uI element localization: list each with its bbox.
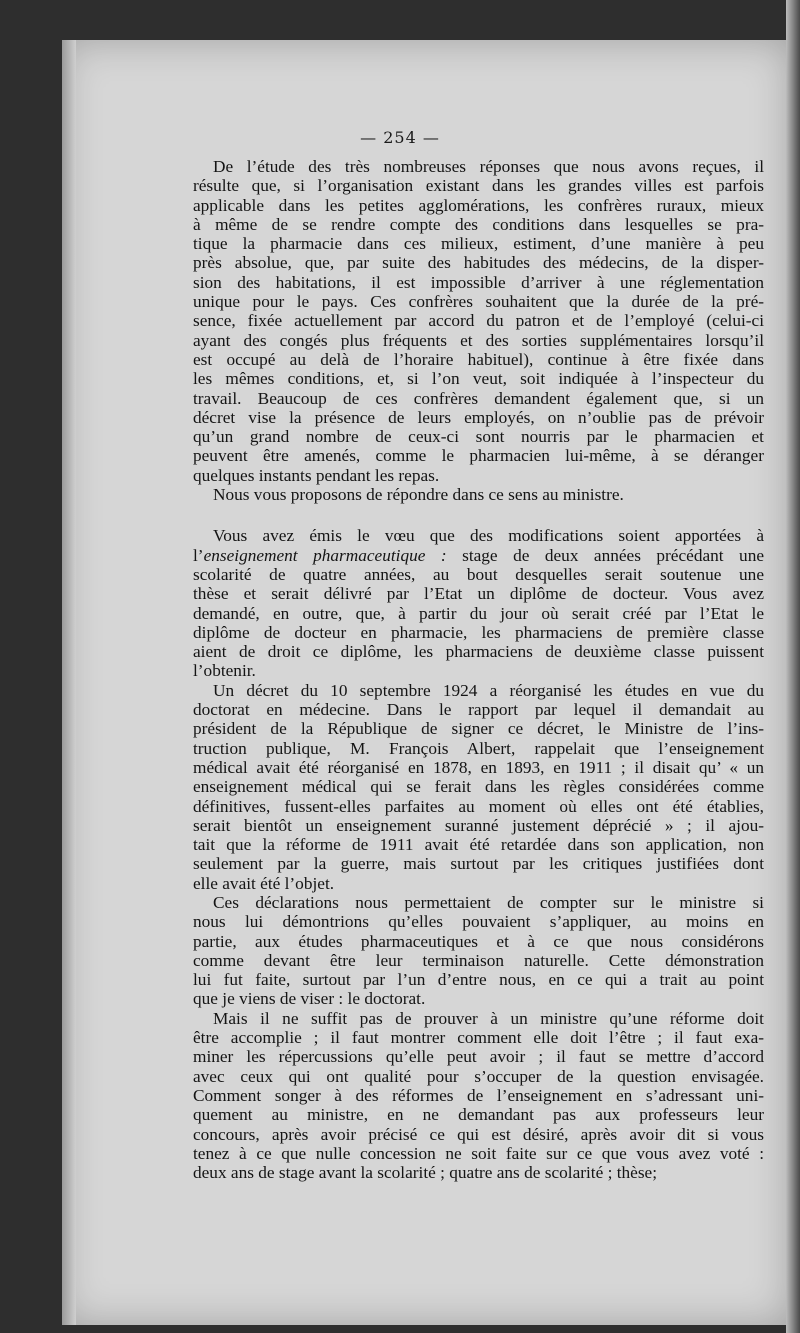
text-line: avec ceux qui ont qualité pour s’occuper de la question envisagée.: [193, 1066, 764, 1086]
text-line: doctorat en médecine. Dans le rapport par lequel il demandait au: [193, 700, 764, 720]
text-line: être accomplie ; il faut montrer comment elle doit l’être ; il faut exa-: [193, 1028, 764, 1048]
paragraph: [193, 893, 764, 1009]
text-line: partie, aux études pharmaceutiques et à ce que nous considérons: [193, 931, 764, 951]
text-line: quement au ministre, en ne demandant pas aux professeurs leur: [193, 1105, 764, 1125]
text-line: diplôme de docteur en pharmacie, les pharmaciens de première classe: [193, 622, 764, 642]
text-line: nous lui démontrions qu’elles pouvaient s’appliquer, au moins en: [193, 912, 764, 932]
text-line: l’enseignement pharmaceutique : stage de deux années précédant une: [193, 545, 764, 565]
text-line: définitives, fussent-elles parfaites au moment où elles ont été établies,: [193, 796, 764, 816]
body-text: [193, 157, 764, 1182]
text-line: tait que la réforme de 1911 avait été retardée dans son application, non: [193, 835, 764, 855]
page-number: — 254 —: [360, 128, 440, 147]
text-line: ayant des congés plus fréquents et des sorties supplémentaires lorsqu’il: [193, 330, 764, 350]
text-line: comme devant être leur terminaison naturelle. Cette démonstration: [193, 950, 764, 970]
text-line: président de la République de signer ce décret, le Ministre de l’ins-: [193, 719, 764, 739]
text-line: Mais il ne suffit pas de prouver à un ministre qu’une réforme doit: [213, 1008, 764, 1028]
text-line: aient de droit ce diplôme, les pharmaciens de deuxième classe puissent: [193, 642, 764, 662]
text-line: demandé, en outre, que, à partir du jour où serait créé par l’Etat le: [193, 603, 764, 623]
text-line: résulte que, si l’organisation existant dans les grandes villes est parfois: [193, 176, 764, 196]
text-line: Comment songer à des réformes de l’enseignement en s’adressant uni-: [193, 1085, 764, 1105]
text-line: Un décret du 10 septembre 1924 a réorganisé les études en vue du: [213, 680, 764, 700]
text-line: unique pour le pays. Ces confrères souhaitent que la durée de la pré-: [193, 292, 764, 312]
text-line: que je viens de viser : le doctorat.: [193, 989, 426, 1009]
binding-edge: [62, 40, 76, 1325]
text-line: près absolue, que, par suite des habitudes des médecins, de la disper-: [193, 253, 764, 273]
text-line: scolarité de quatre années, au bout desquelles serait soutenue une: [193, 564, 764, 584]
text-line: serait bientôt un enseignement suranné justement déprécié » ; il ajou-: [193, 815, 764, 835]
text-line: à même de se rendre compte des conditions dans lesquelles se pra-: [193, 214, 764, 234]
text-line: quelques instants pendant les repas.: [193, 465, 440, 485]
text-line: décret vise la présence de leurs employés, on n’oublie pas de prévoir: [193, 407, 764, 427]
text-line: sence, fixée actuellement par accord du patron et de l’employé (celui-ci: [193, 311, 764, 331]
text-line: est occupé au delà de l’horaire habituel), continue à être fixée dans: [193, 349, 764, 369]
text-line: applicable dans les petites agglomérations, les confrères ruraux, mieux: [193, 195, 764, 215]
text-line: elle avait été l’objet.: [193, 873, 335, 893]
text-line: deux ans de stage avant la scolarité ; quatre ans de scolarité ; thèse;: [193, 1163, 658, 1183]
paragraph: [193, 681, 764, 893]
text-line: qu’un grand nombre de ceux-ci sont nourris par le pharmacien et: [193, 427, 764, 447]
text-line: miner les répercussions qu’elle peut avoir ; il faut se mettre d’accord: [193, 1047, 764, 1067]
text-line: les mêmes conditions, et, si l’on veut, soit indiquée à l’inspecteur du: [193, 369, 764, 389]
text-line: sion des habitations, il est impossible d’arriver à une réglementation: [193, 272, 764, 292]
text-line: Nous vous proposons de répondre dans ce sens au ministre.: [213, 485, 624, 505]
text-line: enseignement médical qui se ferait dans les règles considérées comme: [193, 777, 764, 797]
paragraph: [193, 485, 764, 504]
facing-page-edge: [786, 0, 800, 1333]
text-line: tenez à ce que nulle concession ne soit faite sur ce que vous avez voté :: [193, 1143, 764, 1163]
text-line: peuvent être amenés, comme le pharmacien lui-même, à se déranger: [193, 446, 764, 466]
text-line: Vous avez émis le vœu que des modifications soient apportées à: [213, 526, 764, 546]
text-line: seulement par la guerre, mais surtout par les critiques justifiées dont: [193, 854, 764, 874]
text-line: truction publique, M. François Albert, rappelait que l’enseignement: [193, 738, 764, 758]
text-line: travail. Beaucoup de ces confrères demandent également que, si un: [193, 388, 764, 408]
text-line: lui fut faite, surtout par l’un d’entre nous, en ce qui a trait au point: [193, 970, 764, 990]
text-line: médical avait été réorganisé en 1878, en 1893, en 1911 ; il disait qu’ « un: [193, 757, 764, 777]
text-line: thèse et serait délivré par l’Etat un diplôme de docteur. Vous avez: [193, 584, 764, 604]
paragraph: [193, 1009, 764, 1183]
paragraph: [193, 157, 764, 485]
paragraph: [193, 526, 764, 680]
text-line: De l’étude des très nombreuses réponses que nous avons reçues, il: [213, 157, 764, 176]
text-line: l’obtenir.: [193, 661, 256, 681]
text-line: concours, après avoir précisé ce qui est désiré, après avoir dit si vous: [193, 1124, 764, 1144]
text-line: Ces déclarations nous permettaient de compter sur le ministre si: [213, 892, 764, 912]
text-line: tique la pharmacie dans ces milieux, estiment, d’une manière à peu: [193, 234, 764, 254]
section-gap: [193, 504, 764, 526]
